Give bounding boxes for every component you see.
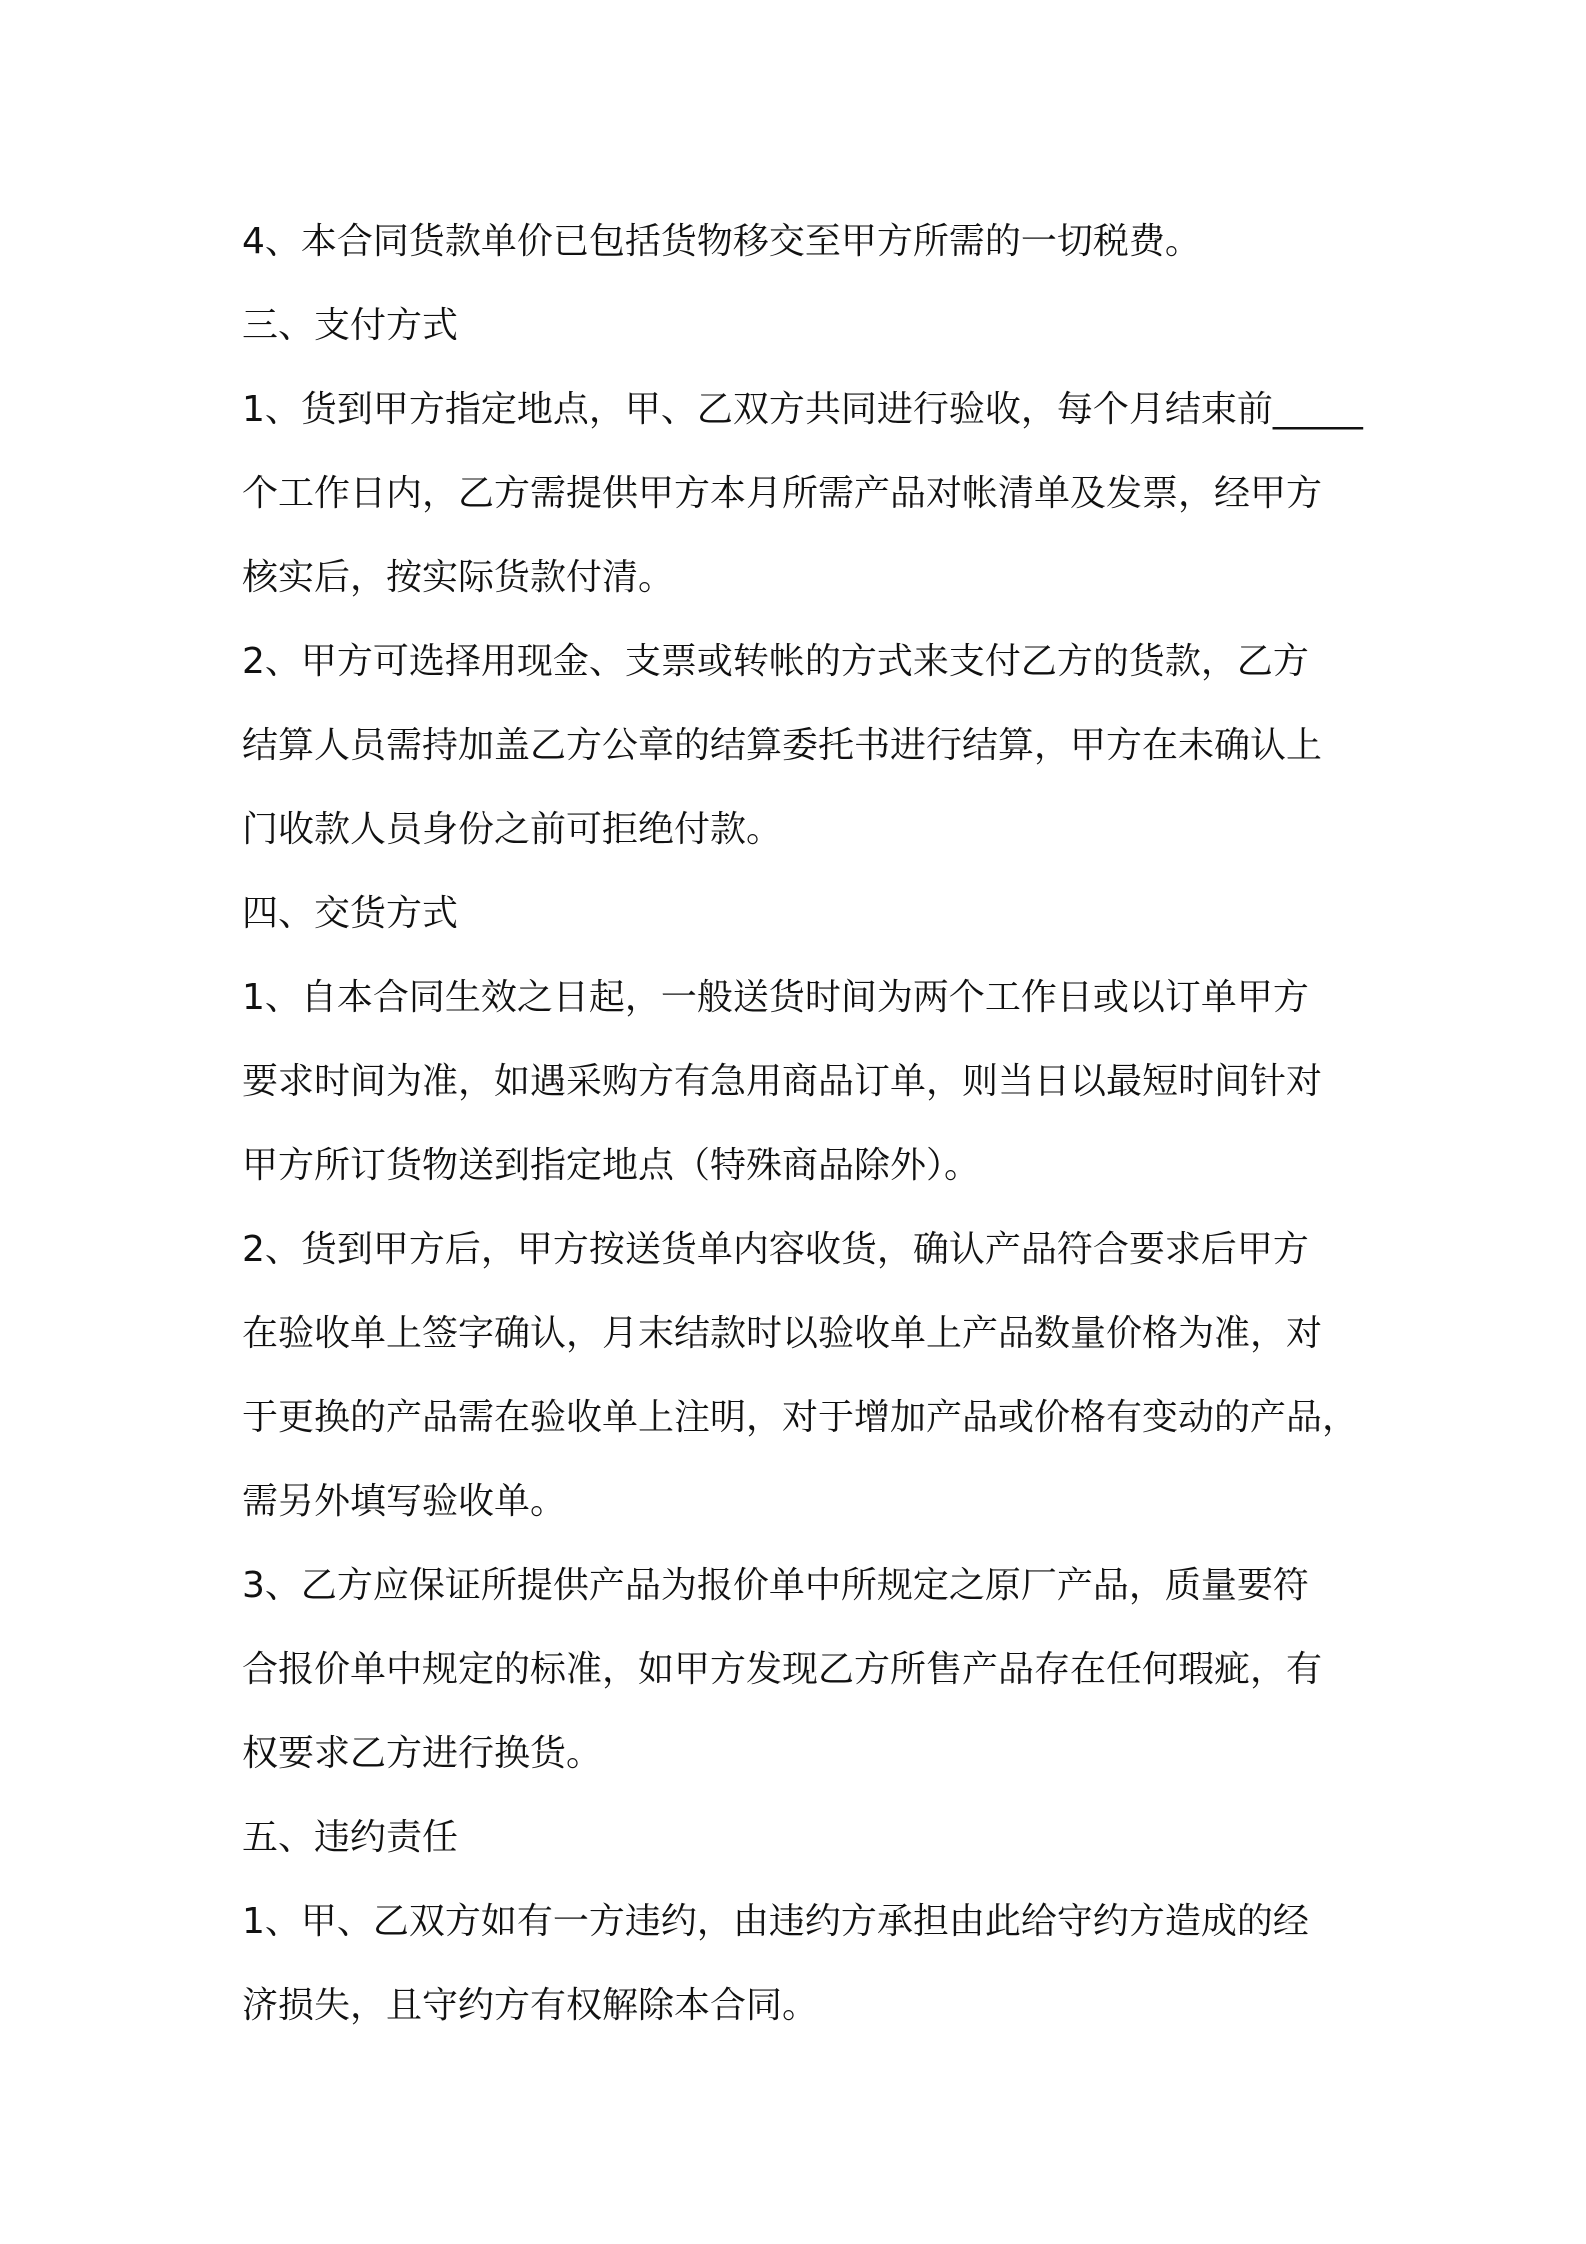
clause-line: 核实后，按实际货款付清。 — [242, 557, 675, 598]
clause-line: 2、货到甲方后，甲方按送货单内容收货，确认产品符合要求后甲方 — [242, 1229, 1309, 1270]
clause-line: 济损失，且守约方有权解除本合同。 — [242, 1985, 819, 2026]
section-heading: 四、交货方式 — [242, 893, 459, 934]
clause-line: 需另外填写验收单。 — [242, 1481, 567, 1522]
section-heading: 三、支付方式 — [242, 305, 459, 346]
clause-line: 门收款人员身份之前可拒绝付款。 — [242, 809, 783, 850]
document-body — [242, 200, 1382, 2048]
clause-line: 2、甲方可选择用现金、支票或转帐的方式来支付乙方的货款，乙方 — [242, 641, 1309, 682]
clause-line: 4、本合同货款单价已包括货物移交至甲方所需的一切税费。 — [242, 221, 1201, 262]
clause-line: 结算人员需持加盖乙方公章的结算委托书进行结算，甲方在未确认上 — [242, 725, 1323, 766]
clause-line: 个工作日内，乙方需提供甲方本月所需产品对帐清单及发票，经甲方 — [242, 473, 1323, 514]
clause-line: 于更换的产品需在验收单上注明，对于增加产品或价格有变动的产品， — [242, 1397, 1359, 1438]
clause-line: 要求时间为准，如遇采购方有急用商品订单，则当日以最短时间针对 — [242, 1061, 1323, 1102]
clause-line: 1、货到甲方指定地点，甲、乙双方共同进行验收，每个月结束前_____ — [242, 389, 1363, 430]
clause-line: 1、甲、乙双方如有一方违约，由违约方承担由此给守约方造成的经 — [242, 1901, 1309, 1942]
clause-line: 3、乙方应保证所提供产品为报价单中所规定之原厂产品，质量要符 — [242, 1565, 1309, 1606]
clause-line: 在验收单上签字确认，月末结款时以验收单上产品数量价格为准，对 — [242, 1313, 1323, 1354]
clause-line: 权要求乙方进行换货。 — [242, 1733, 603, 1774]
clause-line: 1、自本合同生效之日起，一般送货时间为两个工作日或以订单甲方 — [242, 977, 1309, 1018]
clause-line: 甲方所订货物送到指定地点（特殊商品除外）。 — [242, 1145, 981, 1186]
section-heading: 五、违约责任 — [242, 1817, 459, 1858]
clause-line: 合报价单中规定的标准，如甲方发现乙方所售产品存在任何瑕疵，有 — [242, 1649, 1323, 1690]
